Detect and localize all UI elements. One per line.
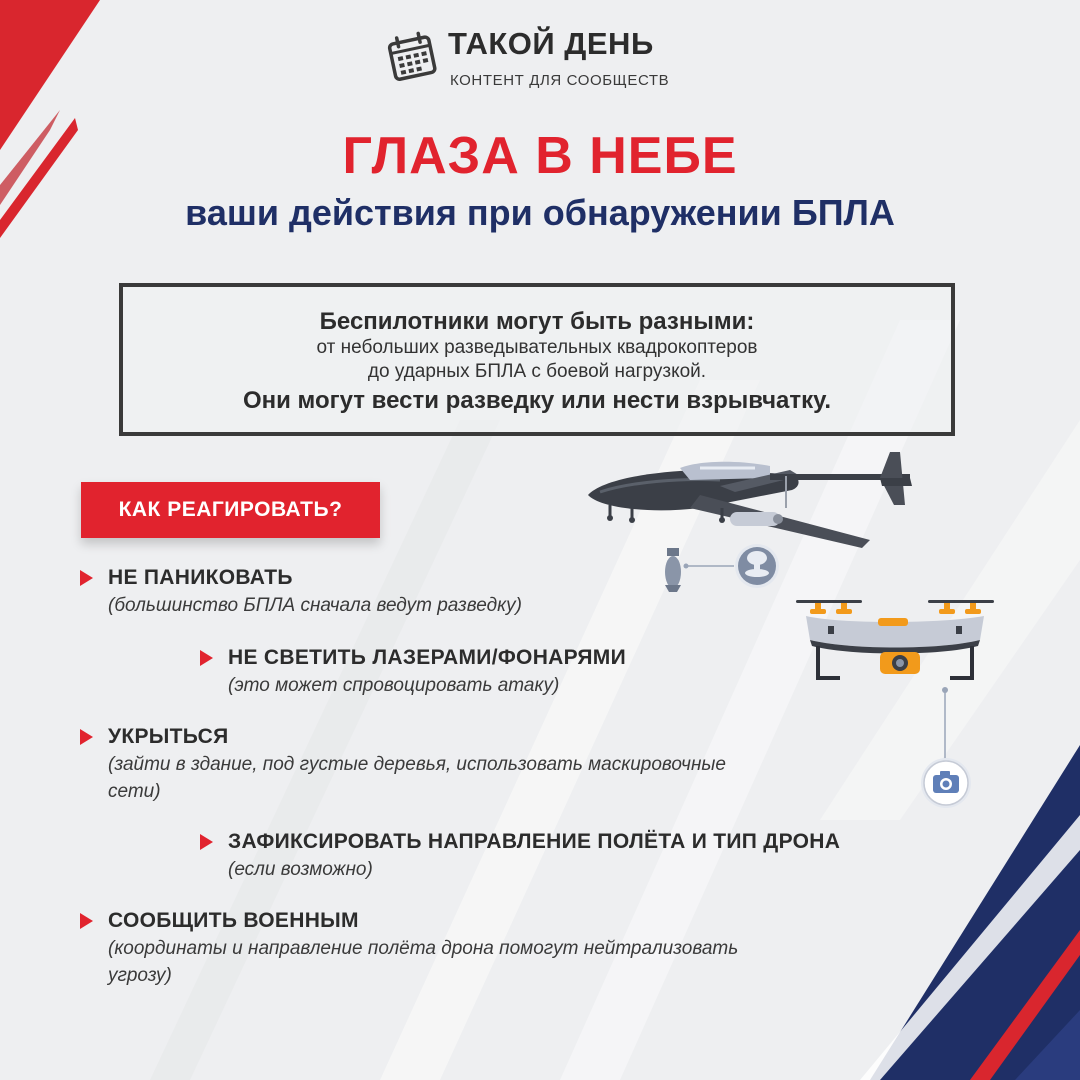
action-item xyxy=(80,566,700,626)
action-note: (координаты и направление полёта дрона помогут нейтрализовать угрозу) xyxy=(108,938,739,986)
info-emphasis: Они могут вести разведку или нести взрывчатку. xyxy=(242,387,832,414)
info-text-line: до ударных БПЛА с боевой нагрузкой. xyxy=(367,361,707,382)
calendar-icon xyxy=(386,30,440,84)
triangle-bullet-icon xyxy=(80,729,93,745)
action-note: (если возможно) xyxy=(228,859,373,880)
how-to-react-badge: КАК РЕАГИРОВАТЬ? xyxy=(81,482,380,538)
action-note: (большинство БПЛА сначала ведут разведку) xyxy=(108,595,522,616)
triangle-bullet-icon xyxy=(80,570,93,586)
action-heading: СООБЩИТЬ ВОЕННЫМ xyxy=(108,909,359,932)
brand-tagline: КОНТЕНТ ДЛЯ СООБЩЕСТВ xyxy=(450,72,670,89)
action-heading: УКРЫТЬСЯ xyxy=(108,725,229,748)
action-note: (зайти в здание, под густые деревья, использовать маскировочные сети) xyxy=(108,754,726,802)
brand-logo xyxy=(386,24,706,94)
action-item xyxy=(200,830,960,890)
action-item xyxy=(200,646,720,706)
action-item xyxy=(80,725,760,809)
action-heading: ЗАФИКСИРОВАТЬ НАПРАВЛЕНИЕ ПОЛЁТА И ТИП ДРОНА xyxy=(228,830,841,853)
action-heading: НЕ СВЕТИТЬ ЛАЗЕРАМИ/ФОНАРЯМИ xyxy=(228,646,626,669)
action-note: (это может спровоцировать атаку) xyxy=(228,675,560,696)
info-heading: Беспилотники могут быть разными: xyxy=(319,308,755,335)
action-item xyxy=(80,909,760,993)
triangle-bullet-icon xyxy=(200,650,213,666)
brand-name: ТАКОЙ ДЕНЬ xyxy=(448,26,654,61)
action-heading: НЕ ПАНИКОВАТЬ xyxy=(108,566,293,589)
page-subtitle: ваши действия при обнаружении БПЛА xyxy=(185,192,895,233)
triangle-bullet-icon xyxy=(80,913,93,929)
page-title: ГЛАЗА В НЕБЕ xyxy=(342,127,738,185)
triangle-bullet-icon xyxy=(200,834,213,850)
info-text-line: от небольших разведывательных квадрокоптеров xyxy=(316,337,758,358)
info-box xyxy=(119,283,955,436)
